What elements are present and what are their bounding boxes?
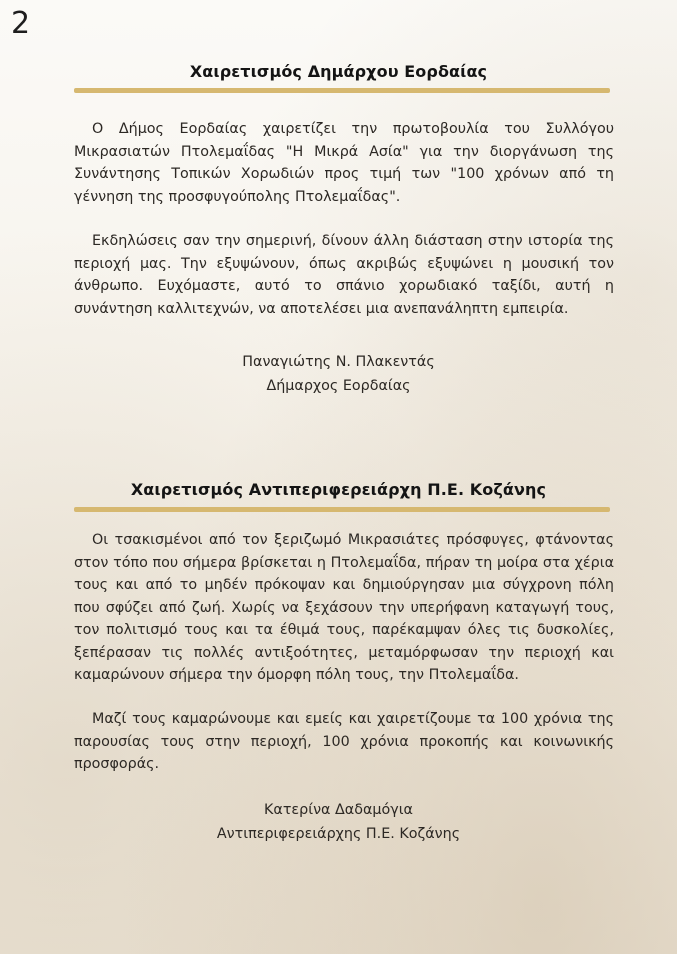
deputy-governor-signature	[0, 798, 677, 846]
title-underline-deputy-governor	[74, 507, 610, 512]
mayor-paragraph-1: Ο Δήμος Εορδαίας χαιρετίζει την πρωτοβουλία του Συλλόγου Μικρασιατών Πτολεμαΐδας "Η Μικρά Ασία" για την διοργάνωση της Συνάντησης Τοπικών Χορωδιών προς τιμή των "100 χρόνων από τη γέννηση της προσφυγούπολης Πτολεμαΐδας".	[74, 121, 614, 205]
mayor-signature-role: Δήμαρχος Εορδαίας	[266, 378, 411, 394]
page-number: 2	[11, 6, 31, 41]
section-title-mayor: Χαιρετισμός Δημάρχου Εορδαίας	[189, 62, 488, 81]
mayor-signature-name: Παναγιώτης Ν. Πλακεντάς	[242, 354, 435, 370]
deputy-governor-paragraph-2: Μαζί τους καμαρώνουμε και εμείς και χαιρετίζουμε τα 100 χρόνια της παρουσίας τους στην περιοχή, 100 χρόνια προκοπής και κοινωνικής προσφοράς.	[74, 711, 614, 772]
mayor-paragraph-2: Εκδηλώσεις σαν την σημερινή, δίνουν άλλη διάσταση στην ιστορία της περιοχή μας. Την εξυψώνουν, όπως ακριβώς εξυψώνει η μουσική τον άνθρωπο. Ευχόμαστε, αυτό το σπάνιο χορωδιακό ταξίδι, αυτή η συνάντηση καλλιτεχνών, να αποτελέσει μια ανεπανάληπτη εμπειρία.	[74, 233, 614, 317]
section-title-deputy-governor: Χαιρετισμός Αντιπεριφερειάρχη Π.Ε. Κοζάνης	[130, 480, 547, 499]
deputy-governor-signature-role: Αντιπεριφερειάρχης Π.Ε. Κοζάνης	[216, 826, 461, 842]
mayor-signature	[0, 350, 677, 398]
title-underline-mayor	[74, 88, 610, 93]
deputy-governor-paragraph-1: Οι τσακισμένοι από τον ξεριζωμό Μικρασιάτες πρόσφυγες, φτάνοντας στον τόπο που σήμερα βρίσκεται η Πτολεμαΐδα, πήραν τη μοίρα στα χέρια τους και από το μηδέν πρόκοψαν και δημιούργησαν μια σύγχρονη πόλη που σφύζει από ζωή. Χωρίς να ξεχάσουν την υπερήφανη καταγωγή τους, τον πολιτισμό τους και τα έθιμά τους, παρέκαμψαν όλες τις δυσκολίες, ξεπέρασαν τις πολλές αντιξοότητες, μεταμόρφωσαν την περιοχή και καμαρώνουν σήμερα την όμορφη πόλη τους, την Πτολεμαΐδα.	[74, 532, 614, 683]
deputy-governor-signature-name: Κατερίνα Δαδαμόγια	[264, 802, 413, 818]
